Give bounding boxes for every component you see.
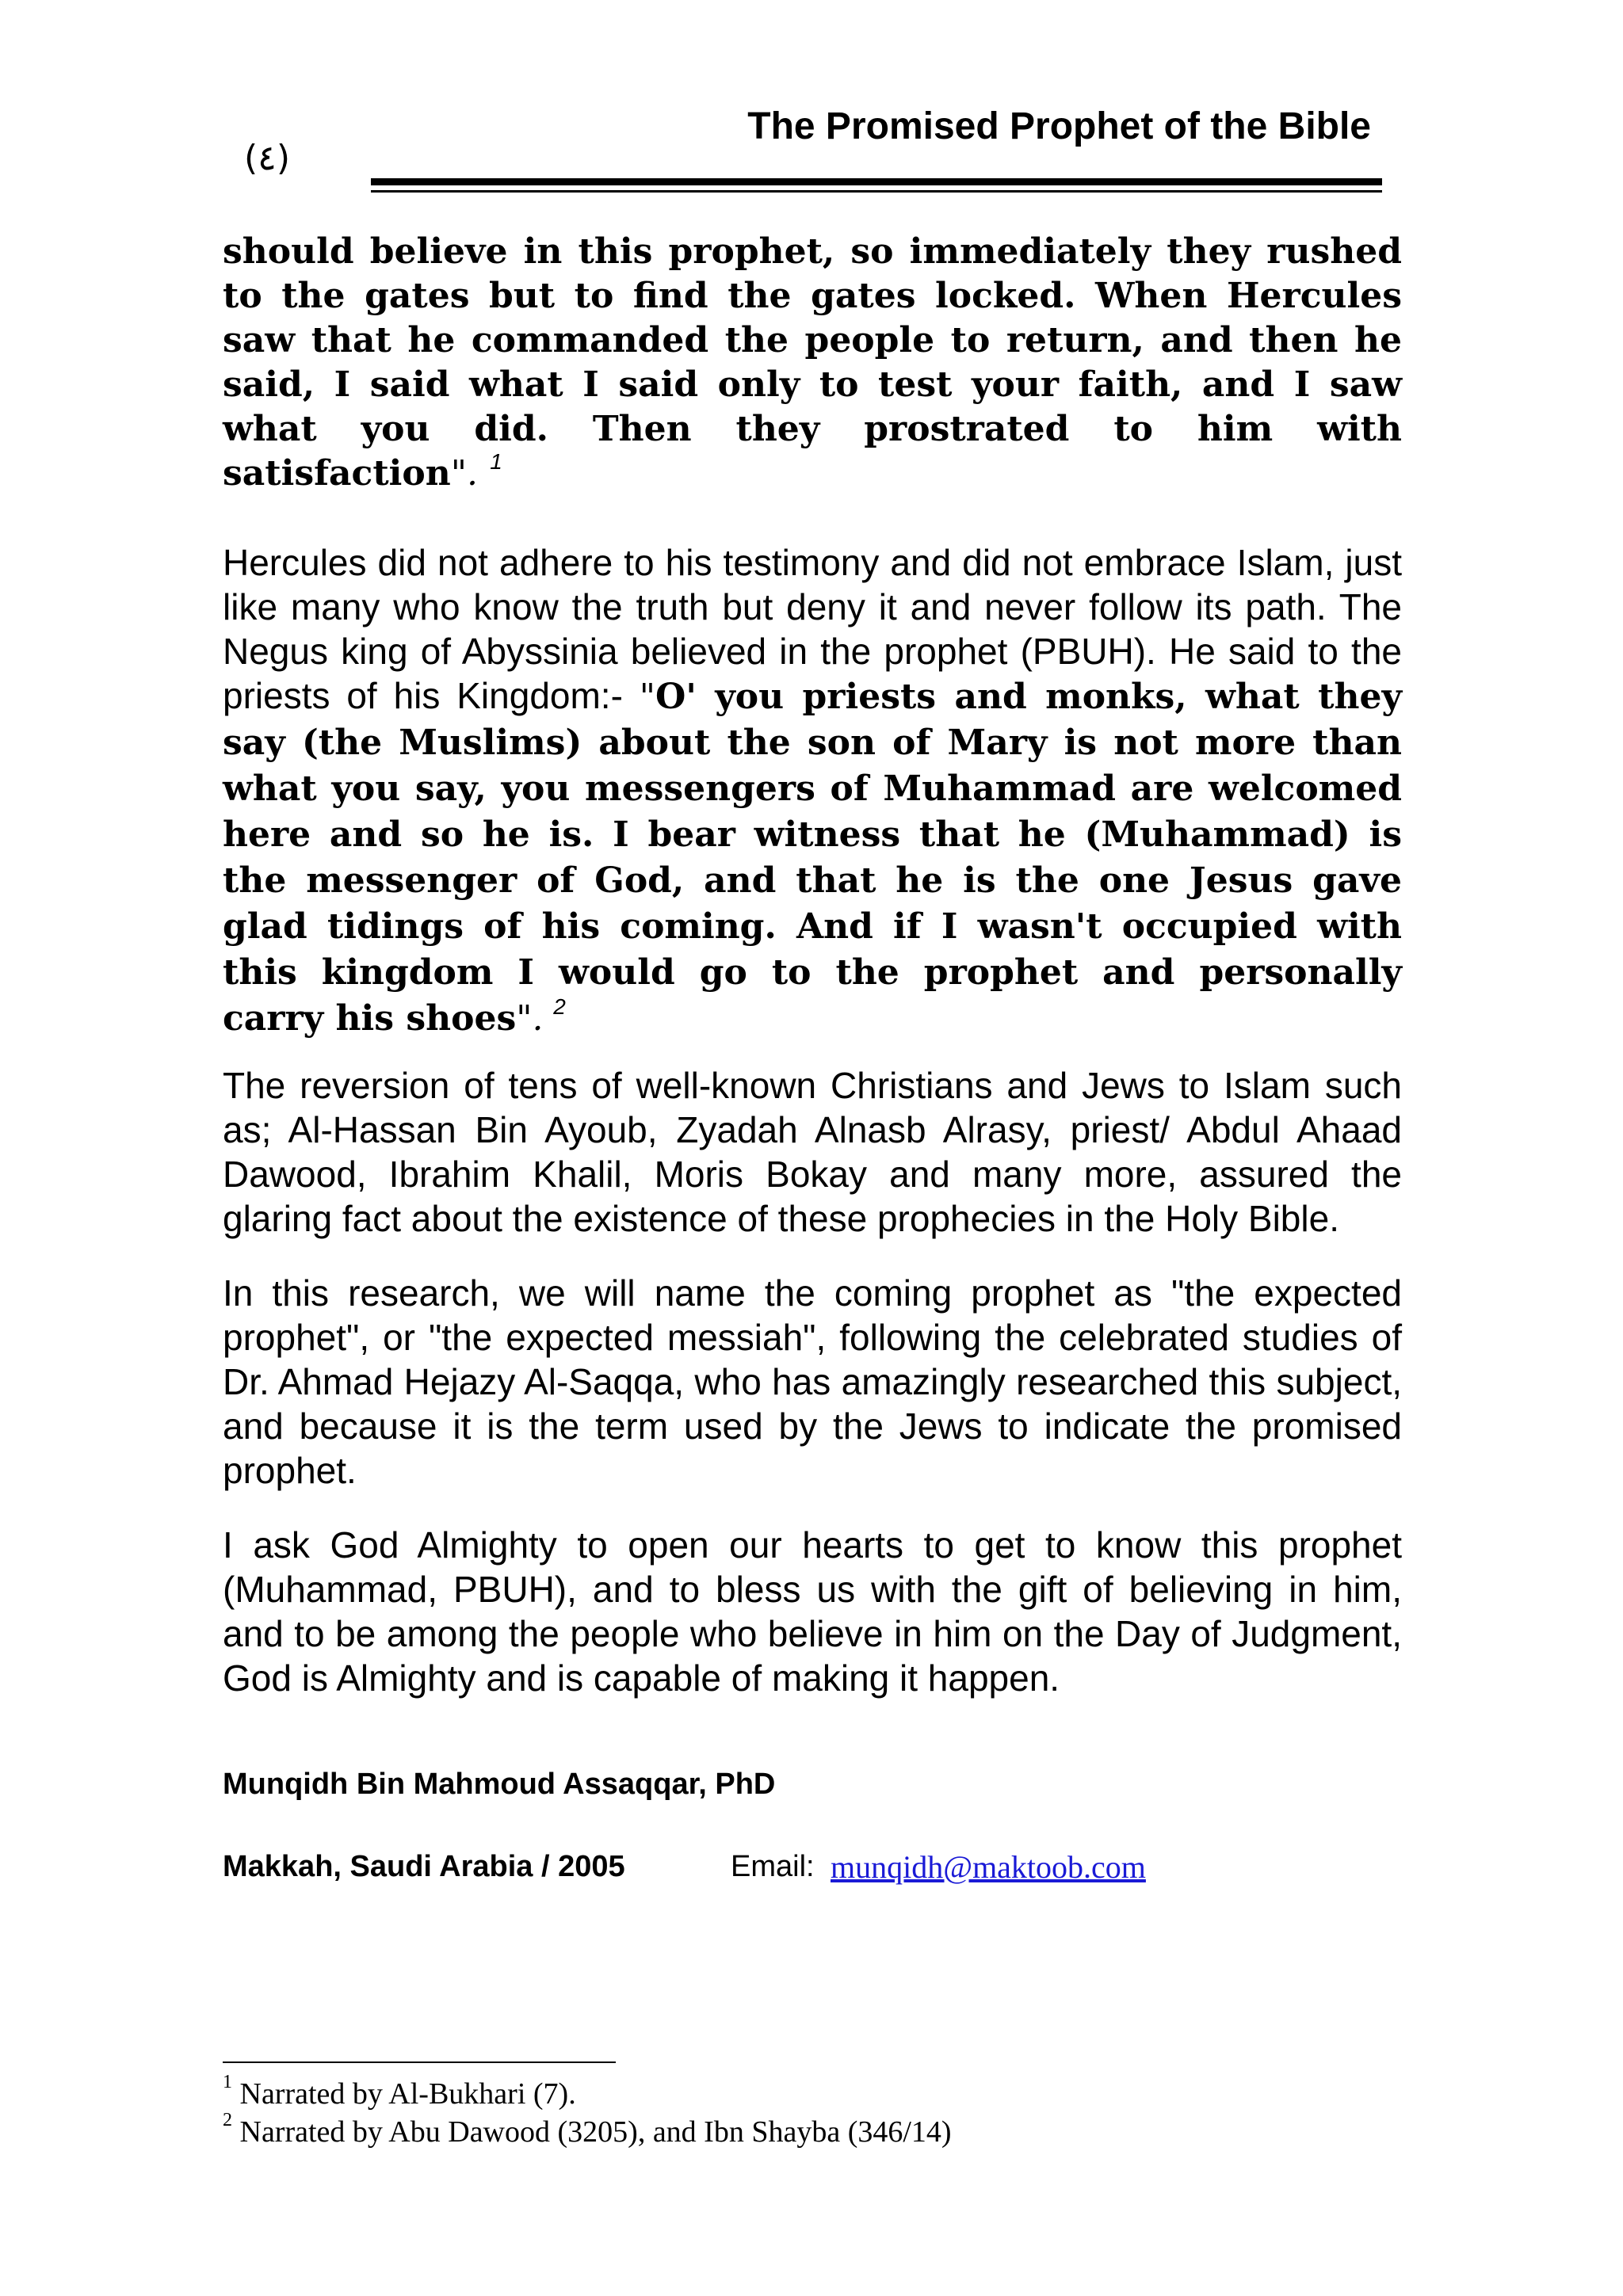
- closing-quote: ".: [450, 453, 478, 494]
- closing-quote: ".: [516, 998, 544, 1039]
- header-rule: [371, 178, 1382, 185]
- email-link[interactable]: munqidh@maktoob.com: [831, 1849, 1146, 1885]
- paragraph-reversion: The reversion of tens of well-known Christians and Jews to Islam such as; Al-Hassan Bin Ayoub, Zyadah Alnasb Alrasy, priest/ Abdul Ahaad Dawood, Ibrahim Khalil, Moris Bokay and many more, assured the glaring fact about the existence of these prophecies in the Holy Bible.: [223, 1065, 1402, 1239]
- paragraph-quote-hercules: [223, 230, 1402, 496]
- negus-intro: Hercules did not adhere to his testimony and did not embrace Islam, just like many who know the truth but deny it and never follow its path. The Negus king of Abyssinia believed in the prophet (PBUH). He said to the priests of his Kingdom:-: [223, 542, 1402, 716]
- body-text: [223, 230, 1402, 1700]
- negus-quote: O' you priests and monks, what they say (the Muslims) about the son of Mary is not more than what you say, you messengers of Muhammad are welcomed here and so he is. I bear witness that he (Muhammad) is the messenger of God, and that he is the one Jesus gave glad tidings of his coming. And if I wasn't occupied with this kingdom I would go to the prophet and personally carry his shoes: [223, 677, 1403, 1039]
- author-signature: Munqidh Bin Mahmoud Assaqqar, PhD: [223, 1768, 776, 1801]
- footnote-text: Narrated by Abu Dawood (3205), and Ibn Shayba (346/14): [239, 2115, 952, 2149]
- footnote-number: 1: [223, 2072, 232, 2093]
- paragraph-prayer: I ask God Almighty to open our hearts to get to know this prophet (Muhammad, PBUH), and to bless us with the gift of believing in him, and to be among the people who believe in him on the Day of Judgment, God is Almighty and is capable of making it happen.: [223, 1524, 1402, 1699]
- footnote-number: 2: [223, 2110, 232, 2131]
- paragraph-research: In this research, we will name the coming prophet as "the expected prophet", or "the expected messiah", following the celebrated studies of Dr. Ahmad Hejazy Al-Saqqa, who has amazingly researched this subject, and because it is the term used by the Jews to indicate the promised prophet.: [223, 1272, 1402, 1491]
- place-year: Makkah, Saudi Arabia / 2005: [223, 1850, 625, 1883]
- page-number: (٤): [244, 138, 290, 178]
- footnote-text: Narrated by Al-Bukhari (7).: [239, 2077, 576, 2111]
- footnote-2: [223, 2110, 952, 2149]
- footnote-ref-1: 1: [490, 449, 502, 475]
- footnote-separator: [223, 2061, 616, 2063]
- header-rule-thin: [371, 190, 1382, 193]
- quote-text: should believe in this prophet, so immediately they rushed to the gates but to find the gates locked. When Hercules saw that he commanded the people to return, and then he said, I said what I said only to test your faith, and I saw what you did. Then they prostrated to him with satisfaction: [223, 231, 1402, 494]
- paragraph-negus: [223, 540, 1402, 1041]
- email-label: Email:: [731, 1850, 815, 1883]
- footnote-ref-2: 2: [553, 994, 566, 1019]
- opening-quote: ": [639, 677, 656, 717]
- running-title: The Promised Prophet of the Bible: [747, 105, 1371, 147]
- footnote-1: [223, 2072, 576, 2111]
